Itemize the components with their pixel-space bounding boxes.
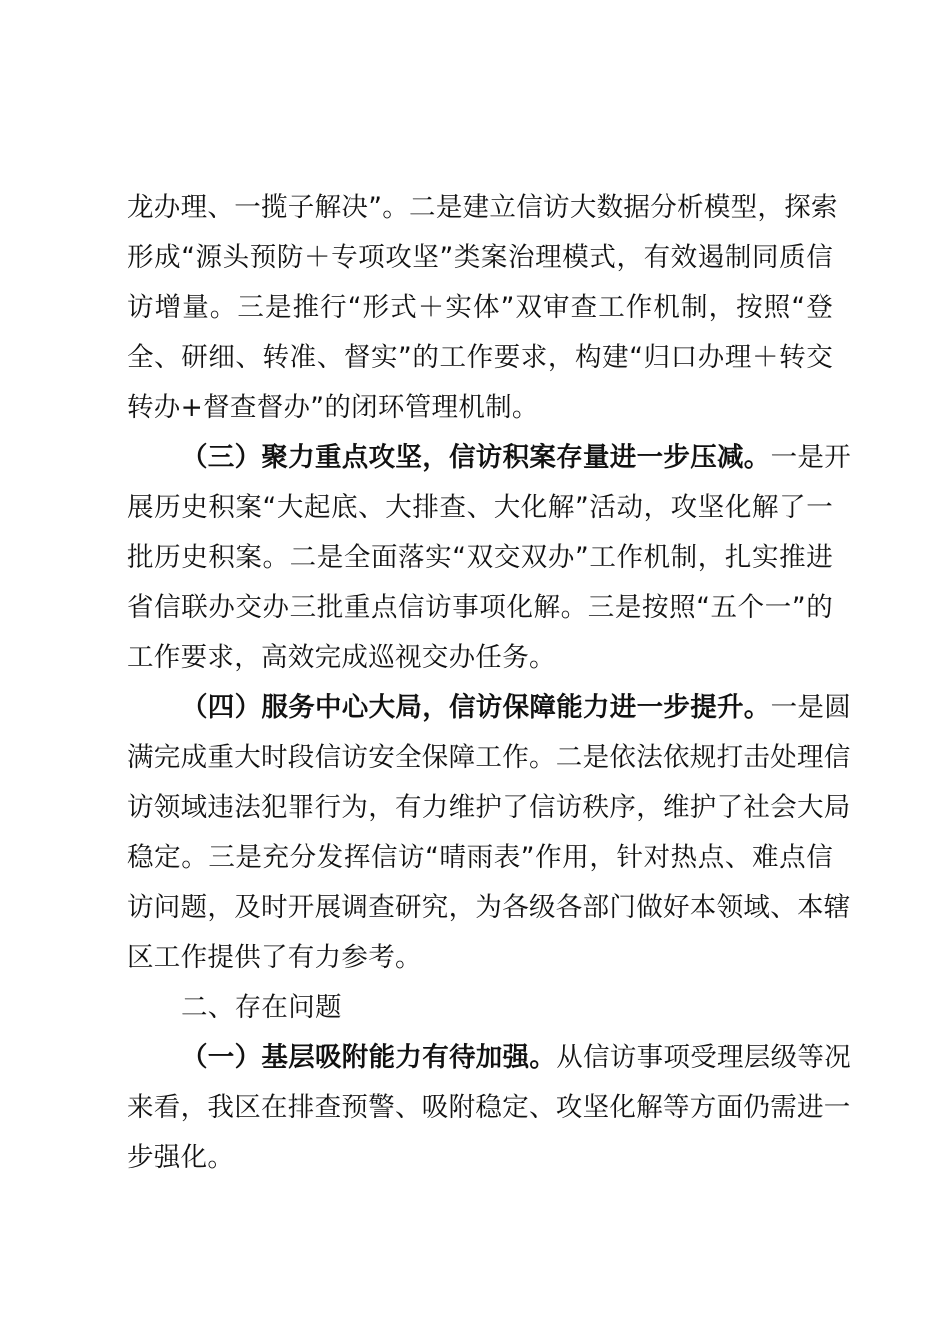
text-line: 步强化。 [127,1142,235,1173]
text-line: 工作要求，高效完成巡视交办任务。 [127,642,556,673]
section-heading-line [127,433,852,483]
chapter-heading-problems [127,983,833,1033]
paragraph-problem-1 [127,1033,852,1183]
paragraph-section-3 [127,433,852,683]
text-line: 全、研细、转准、督实”的工作要求，构建“归口办理＋转交 [127,342,833,373]
section-heading-line [127,683,852,733]
text-line: 稳定。三是充分发挥信访“晴雨表”作用，针对热点、难点信 [127,842,833,873]
text-line: 批历史积案。二是全面落实“双交双办”工作机制，扎实推进 [127,542,833,573]
text-line: 区工作提供了有力参考。 [127,942,422,973]
section-heading: （四）服务中心大局，信访保障能力进一步提升。 [181,692,771,723]
section-heading: （三）聚力重点攻坚，信访积案存量进一步压减。 [181,442,771,473]
section-heading-line [127,1033,852,1083]
text-line: 省信联办交办三批重点信访事项化解。三是按照“五个一”的 [127,592,833,623]
text-line: 访增量。三是推行“形式＋实体”双审查工作机制，按照“登 [127,292,833,323]
text-line: 来看，我区在排查预警、吸附稳定、攻坚化解等方面仍需进一 [127,1092,851,1123]
heading-trailing-text: 从信访事项受理层级等况 [556,1042,852,1073]
text-line: 龙办理、一揽子解决”。二是建立信访大数据分析模型，探索 [127,192,838,223]
text-line: 转办+督查督办”的闭环管理机制。 [127,392,539,423]
section-heading: （一）基层吸附能力有待加强。 [181,1042,557,1073]
heading-trailing-text: 一是圆 [770,692,852,723]
text-line: 访问题，及时开展调查研究，为各级各部门做好本领域、本辖 [127,892,851,923]
paragraph-continued [127,183,838,433]
text-line: 访领域违法犯罪行为，有力维护了信访秩序，维护了社会大局 [127,792,851,823]
document-page [127,183,852,1183]
text-line: 形成“源头预防＋专项攻坚”类案治理模式，有效遏制同质信 [127,242,833,273]
paragraph-section-4 [127,683,852,983]
chapter-title: 二、存在问题 [181,992,342,1023]
heading-trailing-text: 一是开 [770,442,852,473]
text-line: 满完成重大时段信访安全保障工作。二是依法依规打击处理信 [127,742,851,773]
text-line: 展历史积案“大起底、大排查、大化解”活动，攻坚化解了一 [127,492,833,523]
